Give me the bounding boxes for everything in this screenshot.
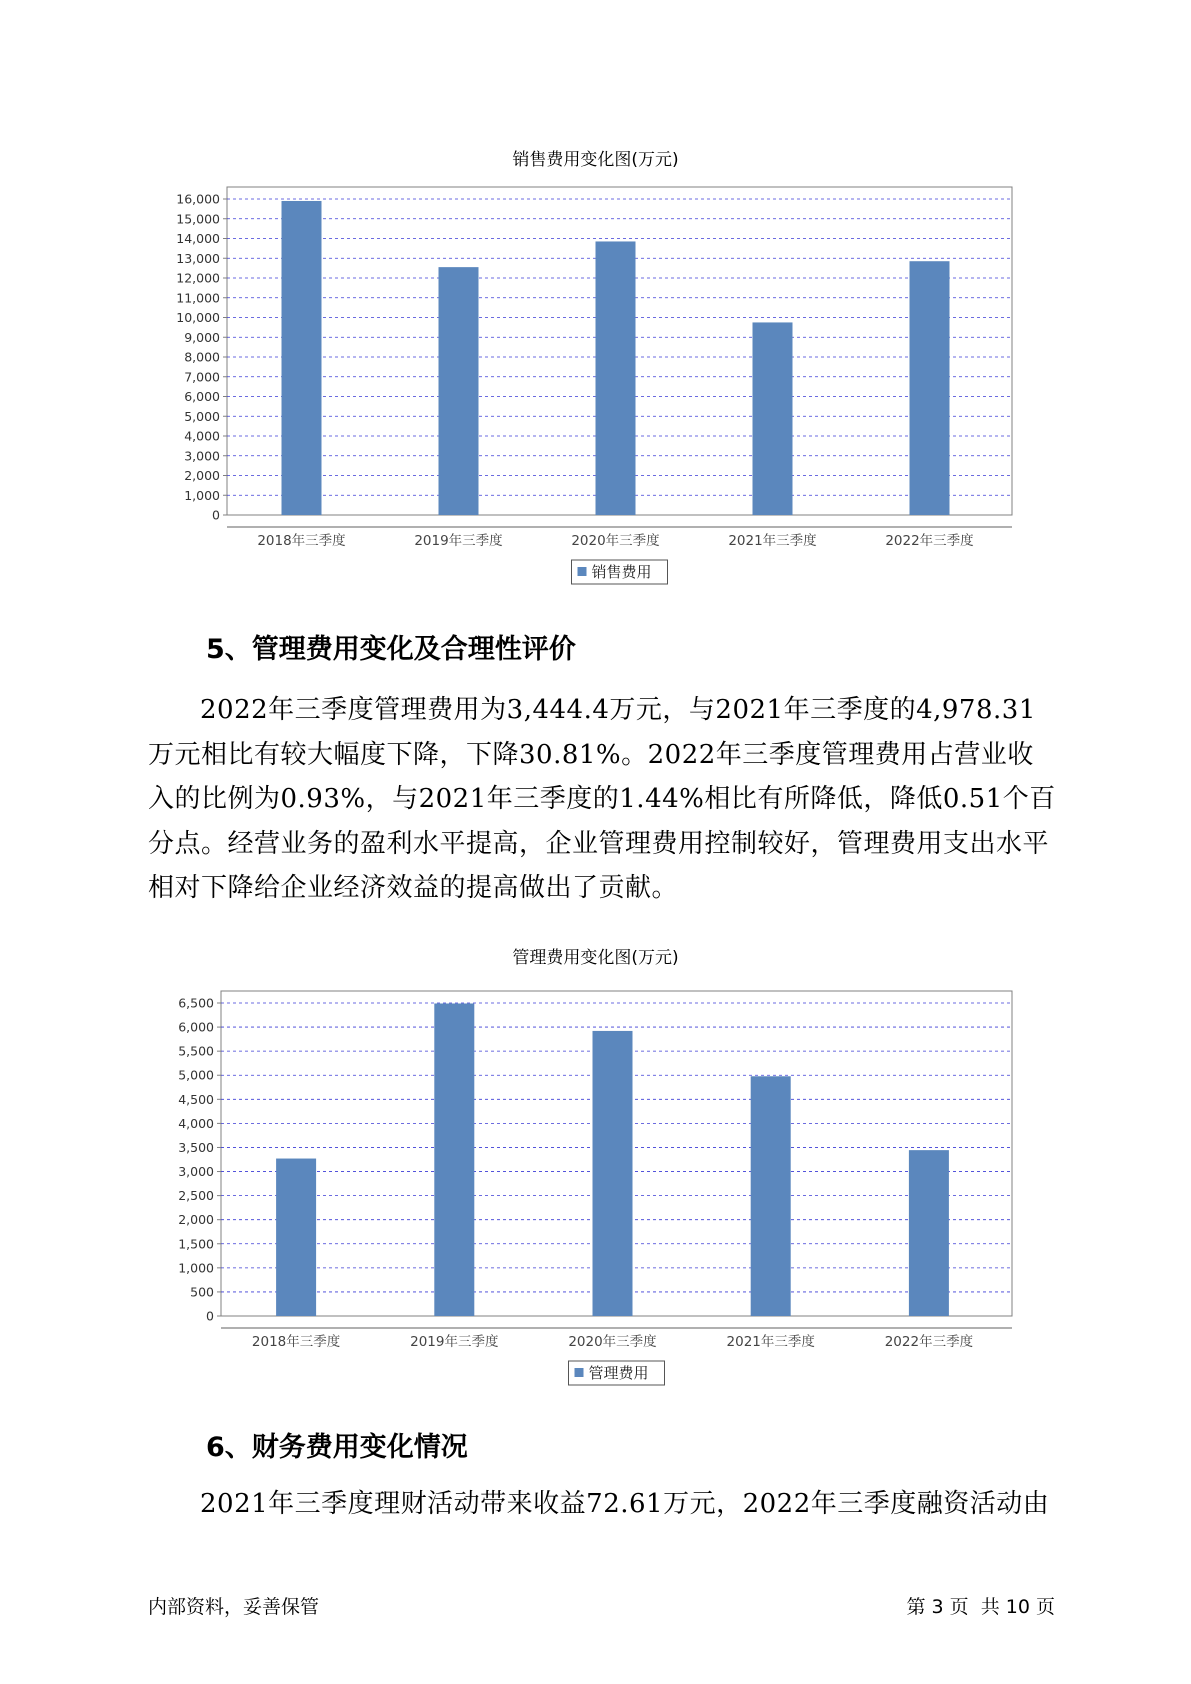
section5-paragraph: 2022年三季度管理费用为3,444.4万元，与2021年三季度的4,978.31万元相比有较大幅度下降，下降30.81%。2022年三季度管理费用占营业收入的比例为0.93%，与2021年三季度的1.44%相比有所降低，降低0.51个百分点。经营业务的盈利水平提高，企业管理费用控制较好，管理费用支出水平相对下降给企业经济效益的提高做出了贡献。 — [148, 695, 1056, 903]
y-tick-label: 7,000 — [184, 369, 220, 385]
y-tick-label: 8,000 — [184, 349, 220, 365]
legend-label: 管理费用 — [588, 1364, 649, 1382]
y-tick-label: 10,000 — [176, 310, 220, 325]
y-tick-label: 2,500 — [178, 1188, 214, 1204]
legend-swatch — [578, 567, 587, 576]
x-tick-label: 2020年三季度 — [568, 1334, 657, 1350]
bar — [753, 322, 793, 515]
y-tick-label: 4,000 — [184, 428, 220, 444]
bar — [596, 241, 636, 515]
y-tick-label: 2,000 — [184, 468, 220, 483]
y-tick-label: 2,000 — [178, 1212, 214, 1228]
y-tick-label: 13,000 — [176, 250, 220, 266]
legend-label: 销售费用 — [591, 563, 652, 581]
y-tick-label: 15,000 — [176, 211, 220, 227]
y-tick-label: 5,000 — [178, 1067, 214, 1083]
chart2-title: 管理费用变化图(万元) — [512, 948, 679, 968]
y-tick-label: 5,000 — [184, 408, 220, 424]
footer-confidential: 内部资料，妥善保管 — [148, 1596, 320, 1618]
section5-heading: 5、管理费用变化及合理性评价 — [206, 634, 576, 665]
x-tick-label: 2022年三季度 — [885, 533, 974, 549]
y-tick-label: 3,000 — [178, 1164, 214, 1180]
sales-expense-chart — [0, 175, 1191, 595]
x-tick-label: 2019年三季度 — [414, 533, 503, 549]
bar — [434, 1003, 474, 1316]
legend-swatch — [575, 1368, 584, 1377]
y-tick-label: 3,000 — [184, 448, 220, 464]
y-tick-label: 0 — [206, 1308, 214, 1324]
footer-page-number: 第 3 页 共 10 页 — [906, 1596, 1055, 1618]
x-tick-label: 2021年三季度 — [728, 533, 817, 549]
x-tick-label: 2018年三季度 — [257, 533, 346, 549]
y-tick-label: 9,000 — [184, 329, 220, 345]
y-tick-label: 1,000 — [178, 1260, 214, 1276]
bar — [593, 1031, 633, 1316]
y-tick-label: 1,000 — [184, 487, 220, 503]
y-tick-label: 4,000 — [178, 1115, 214, 1131]
y-tick-label: 5,500 — [178, 1043, 214, 1059]
y-tick-label: 500 — [190, 1284, 214, 1300]
bar — [276, 1159, 316, 1316]
section6-paragraph: 2021年三季度理财活动带来收益72.61万元，2022年三季度融资活动由 — [200, 1489, 1050, 1519]
y-tick-label: 6,000 — [184, 389, 220, 404]
bar — [751, 1076, 791, 1316]
bar — [909, 1150, 949, 1316]
y-tick-label: 1,500 — [178, 1236, 214, 1252]
section6-heading: 6、财务费用变化情况 — [206, 1432, 468, 1463]
bar — [439, 267, 479, 515]
x-tick-label: 2018年三季度 — [251, 1334, 341, 1350]
y-tick-label: 6,500 — [178, 995, 214, 1011]
y-tick-label: 4,500 — [178, 1091, 214, 1107]
x-tick-label: 2021年三季度 — [726, 1334, 815, 1350]
bar — [910, 261, 950, 515]
y-tick-label: 3,500 — [178, 1139, 214, 1155]
bar — [282, 201, 322, 515]
y-tick-label: 16,000 — [176, 191, 220, 207]
x-tick-label: 2020年三季度 — [571, 533, 660, 549]
x-tick-label: 2019年三季度 — [410, 1334, 499, 1350]
admin-expense-chart — [0, 975, 1191, 1395]
y-tick-label: 14,000 — [176, 231, 220, 246]
y-tick-label: 6,000 — [178, 1019, 214, 1035]
x-tick-label: 2022年三季度 — [884, 1334, 974, 1350]
y-tick-label: 12,000 — [176, 270, 220, 286]
y-tick-label: 0 — [212, 507, 220, 523]
y-tick-label: 11,000 — [176, 290, 220, 306]
chart1-title: 销售费用变化图(万元) — [512, 150, 679, 170]
